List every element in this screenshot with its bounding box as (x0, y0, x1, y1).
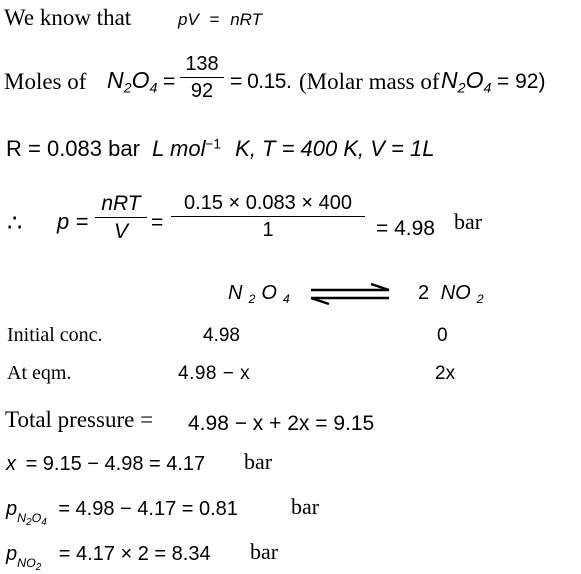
row-equilibrium-label: At eqm. (7, 362, 72, 384)
molar-mass-species: $N_2O_4$ (441, 67, 492, 97)
constants-line (6, 138, 434, 160)
p-n2o4-subscript: N2O4 (17, 510, 47, 528)
moles-label: Moles of (4, 69, 87, 94)
reactant-n2o4: N $_2$ O $_4$ (228, 282, 290, 306)
x-expression: = 9.15 − 4.98 = 4.17 (25, 453, 206, 475)
numeric-numerator: 0.15 × 0.083 × 400 (184, 192, 352, 214)
pressure-fraction-numeric (171, 193, 365, 240)
therefore-symbol: ∴ (7, 211, 23, 237)
numeric-denominator: 1 (262, 219, 274, 242)
row-initial-label: Initial conc. (7, 324, 103, 346)
total-pressure-expression: 4.98 − x + 2x = 9.15 (188, 412, 375, 435)
row-initial-reactant: 4.98 (203, 325, 240, 346)
numeric-fraction-bar (171, 216, 365, 217)
p-no2-unit: bar (250, 539, 279, 564)
temperature-volume: K, T = 400 K, V = 1L (235, 136, 435, 161)
p-n2o4-line (6, 498, 238, 528)
total-pressure-label: Total pressure = (5, 407, 154, 432)
p-n2o4-expression: = 4.98 − 4.17 = 0.81 (58, 498, 238, 520)
x-variable: x (6, 453, 16, 475)
formula-nrt: nRT (230, 10, 263, 29)
fraction-denominator: 92 (190, 80, 214, 103)
row-equilibrium-product: 2x (435, 363, 456, 384)
species-n2o4: $N_2O_4$ (107, 67, 158, 97)
x-unit: bar (244, 449, 273, 474)
symbolic-fraction-bar (95, 217, 147, 218)
p-no2-line (6, 543, 211, 573)
symbolic-denominator: V (113, 220, 128, 244)
fraction-bar (180, 77, 224, 78)
pressure-unit: bar (454, 209, 483, 234)
symbolic-numerator: nRT (101, 192, 141, 215)
unit-exponent: −1 (205, 136, 222, 152)
formula-pv: pV (178, 10, 199, 29)
fraction-numerator: 138 (185, 53, 219, 75)
moles-fraction (180, 54, 224, 101)
p-no2-expression: = 4.17 × 2 = 8.34 (58, 543, 211, 565)
formula-equals: = (209, 10, 220, 29)
p-no2-subscript: NO2 (17, 555, 42, 573)
equilibrium-arrow-icon (309, 283, 391, 305)
pressure-result: = 4.98 (376, 217, 435, 240)
x-solution (6, 454, 205, 474)
p-no2-symbol: p (6, 543, 18, 565)
molar-mass-value: = 92) (497, 70, 546, 93)
row-initial-product: 0 (437, 325, 448, 346)
molar-mass-note: (Molar mass of (299, 69, 440, 94)
moles-result: = 0.15. (230, 70, 292, 93)
pressure-lhs: p = (57, 209, 89, 234)
row-equilibrium-reactant: 4.98 − x (178, 363, 251, 384)
ideal-gas-formula (178, 11, 262, 28)
pressure-fraction-symbolic (95, 193, 147, 242)
r-constant: R = 0.083 bar (6, 136, 140, 161)
intro-text: We know that (4, 5, 132, 30)
moles-equals: = (163, 70, 176, 93)
unit-l-mol: L mol (152, 136, 206, 161)
pressure-equals: = (151, 211, 164, 234)
p-n2o4-unit: bar (291, 494, 320, 519)
product-no2: 2 NO $_2$ (418, 282, 484, 306)
p-n2o4-symbol: p (6, 498, 18, 520)
